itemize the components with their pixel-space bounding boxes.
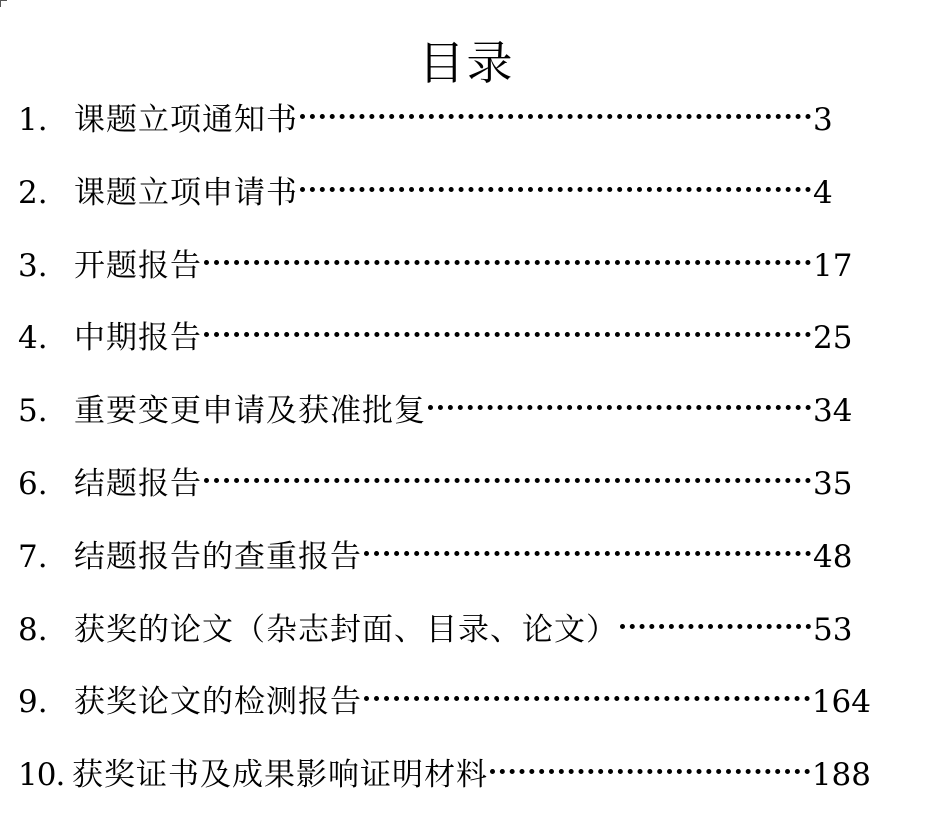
dot-leader	[490, 769, 810, 774]
toc-entry-4[interactable]	[18, 310, 933, 383]
toc-entry-title: 课题立项申请书	[74, 174, 298, 211]
toc-entry-7[interactable]	[18, 529, 933, 602]
toc-entry-9[interactable]	[18, 674, 933, 747]
dot-leader	[204, 478, 811, 483]
dot-leader	[204, 260, 811, 265]
toc-entry-page: 35	[813, 465, 853, 502]
toc-entry-number: 3.	[18, 247, 48, 284]
toc-entry-page: 188	[811, 757, 871, 794]
toc-entry-page: 34	[813, 393, 853, 430]
corner-crop-mark	[0, 0, 7, 7]
toc-entry-title: 获奖论文的检测报告	[74, 684, 362, 721]
toc-entry-page: 4	[813, 174, 833, 211]
toc-entry-number: 4.	[18, 320, 48, 357]
toc-entry-10[interactable]	[18, 747, 933, 820]
toc-entry-number: 6.	[18, 465, 48, 502]
dot-leader	[620, 624, 811, 629]
toc-entry-6[interactable]	[18, 456, 933, 529]
toc-entry-page: 164	[811, 684, 871, 721]
toc-entry-number: 7.	[18, 538, 48, 575]
toc-entry-8[interactable]	[18, 602, 933, 675]
toc-title: 目录	[418, 35, 515, 90]
toc-entry-title: 获奖的论文（杂志封面、目录、论文）	[74, 611, 618, 648]
toc-entry-title: 重要变更申请及获准批复	[74, 393, 426, 430]
toc-entry-title: 开题报告	[74, 247, 202, 284]
dot-leader	[364, 696, 810, 701]
toc-entry-1[interactable]	[18, 92, 933, 165]
toc-entry-title: 获奖证书及成果影响证明材料	[72, 757, 488, 794]
toc-entry-page: 48	[813, 538, 853, 575]
toc-entry-page: 25	[813, 320, 853, 357]
dot-leader	[428, 405, 811, 410]
toc-entry-2[interactable]	[18, 165, 933, 238]
toc-entry-title: 中期报告	[74, 320, 202, 357]
dot-leader	[204, 332, 811, 337]
toc-entry-5[interactable]	[18, 383, 933, 456]
toc-entry-page: 3	[813, 102, 833, 138]
toc-entry-number: 2.	[18, 174, 48, 211]
toc-entry-number: 9.	[18, 684, 48, 721]
toc-entry-title: 结题报告	[74, 465, 202, 502]
toc-entry-number: 1.	[18, 102, 48, 138]
toc-entry-title: 课题立项通知书	[74, 102, 298, 138]
toc-entry-page: 53	[813, 611, 853, 648]
dot-leader	[300, 114, 811, 119]
toc-entry-number: 8.	[18, 611, 48, 648]
toc-entry-page: 17	[813, 247, 853, 284]
toc-entry-3[interactable]	[18, 238, 933, 311]
dot-leader	[364, 551, 811, 556]
dot-leader	[300, 187, 811, 192]
toc-entry-number: 10.	[18, 757, 65, 794]
toc-list	[18, 92, 933, 820]
toc-entry-number: 5.	[18, 393, 48, 430]
toc-entry-title: 结题报告的查重报告	[74, 538, 362, 575]
